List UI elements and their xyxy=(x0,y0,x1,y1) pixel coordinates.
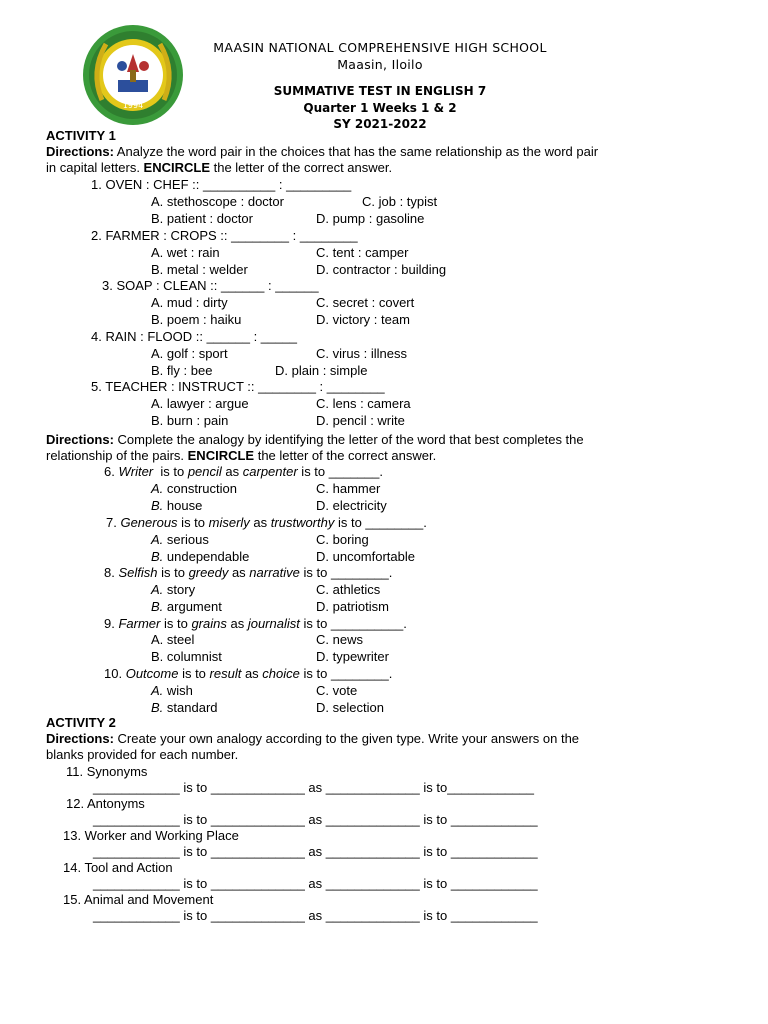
choice-10c[interactable]: C. vote xyxy=(316,683,358,698)
school-location: Maasin, Iloilo xyxy=(337,57,423,72)
school-seal-logo xyxy=(80,22,186,128)
choice-3c[interactable]: C. secret : covert xyxy=(316,295,415,310)
question-10: 10. Outcome is to result as choice is to ________. xyxy=(104,666,393,681)
choice-6c[interactable]: C. hammer xyxy=(316,481,381,496)
choice-2b[interactable]: B. metal : welder xyxy=(151,262,248,277)
logo-year-text: 1994 xyxy=(122,101,144,110)
choice-9d[interactable]: D. typewriter xyxy=(316,649,389,664)
school-year: SY 2021-2022 xyxy=(333,117,427,131)
choice-3d[interactable]: D. victory : team xyxy=(316,312,410,327)
analogy-type-14: 14. Tool and Action xyxy=(63,860,173,875)
choice-7c[interactable]: C. boring xyxy=(316,532,369,547)
school-name: MAASIN NATIONAL COMPREHENSIVE HIGH SCHOOL xyxy=(213,40,547,55)
choice-1a[interactable]: A. stethoscope : doctor xyxy=(151,194,284,209)
choice-5d[interactable]: D. pencil : write xyxy=(316,413,405,428)
analogy-type-11: 11. Synonyms xyxy=(66,764,148,779)
choice-8b[interactable]: B. argument xyxy=(151,599,222,614)
activity1-directions2-line2: relationship of the pairs. ENCIRCLE the letter of the correct answer. xyxy=(46,448,437,463)
test-title: SUMMATIVE TEST IN ENGLISH 7 xyxy=(273,84,487,98)
choice-6a[interactable]: A. construction xyxy=(151,481,237,496)
question-5: 5. TEACHER : INSTRUCT :: ________ : ________ xyxy=(91,379,385,394)
analogy-blank-line-15[interactable]: ____________ is to _____________ as _____________ is to ____________ xyxy=(93,908,538,923)
choice-5a[interactable]: A. lawyer : argue xyxy=(151,396,249,411)
choice-8a[interactable]: A. story xyxy=(151,582,196,597)
activity2-directions-line2: blanks provided for each number. xyxy=(46,747,239,762)
choice-10d[interactable]: D. selection xyxy=(316,700,384,715)
analogy-blank-line-12[interactable]: ____________ is to _____________ as _____________ is to ____________ xyxy=(93,812,538,827)
choice-5c[interactable]: C. lens : camera xyxy=(316,396,411,411)
directions-label: Directions: xyxy=(46,144,114,159)
activity2-title: ACTIVITY 2 xyxy=(46,715,116,730)
question-4: 4. RAIN : FLOOD :: ______ : _____ xyxy=(91,329,297,344)
activity2-directions-line1: Directions: Create your own analogy according to the given type. Write your answers on the xyxy=(46,731,580,746)
choice-7b[interactable]: B. undependable xyxy=(151,549,250,564)
choice-10a[interactable]: A. wish xyxy=(151,683,193,698)
question-6: 6. Writer is to pencil as carpenter is to _______. xyxy=(104,464,383,479)
analogy-type-15: 15. Animal and Movement xyxy=(63,892,214,907)
choice-4d[interactable]: D. plain : simple xyxy=(275,363,368,378)
choice-4b[interactable]: B. fly : bee xyxy=(151,363,213,378)
directions-emphasis: ENCIRCLE xyxy=(143,160,210,175)
choice-2a[interactable]: A. wet : rain xyxy=(151,245,220,260)
activity1-directions-line1: Directions: Analyze the word pair in the choices that has the same relationship as the word pair xyxy=(46,144,599,159)
choice-9c[interactable]: C. news xyxy=(316,632,363,647)
choice-7d[interactable]: D. uncomfortable xyxy=(316,549,415,564)
choice-5b[interactable]: B. burn : pain xyxy=(151,413,229,428)
choice-6b[interactable]: B. house xyxy=(151,498,203,513)
activity1-title: ACTIVITY 1 xyxy=(46,128,116,143)
analogy-blank-line-14[interactable]: ____________ is to _____________ as _____________ is to ____________ xyxy=(93,876,538,891)
question-2: 2. FARMER : CROPS :: ________ : ________ xyxy=(91,228,358,243)
analogy-type-13: 13. Worker and Working Place xyxy=(63,828,239,843)
analogy-type-12: 12. Antonyms xyxy=(66,796,145,811)
choice-8c[interactable]: C. athletics xyxy=(316,582,381,597)
choice-1b[interactable]: B. patient : doctor xyxy=(151,211,253,226)
choice-4c[interactable]: C. virus : illness xyxy=(316,346,408,361)
choice-2d[interactable]: D. contractor : building xyxy=(316,262,447,277)
analogy-blank-line-13[interactable]: ____________ is to _____________ as _____________ is to ____________ xyxy=(93,844,538,859)
question-7: 7. Generous is to miserly as trustworthy is to ________. xyxy=(106,515,427,530)
choice-8d[interactable]: D. patriotism xyxy=(316,599,389,614)
choice-3a[interactable]: A. mud : dirty xyxy=(151,295,228,310)
choice-1d[interactable]: D. pump : gasoline xyxy=(316,211,425,226)
question-8: 8. Selfish is to greedy as narrative is to ________. xyxy=(104,565,393,580)
question-9: 9. Farmer is to grains as journalist is to __________. xyxy=(104,616,407,631)
choice-1c[interactable]: C. job : typist xyxy=(362,194,438,209)
activity1-directions-line2: in capital letters. ENCIRCLE the letter of the correct answer. xyxy=(46,160,393,175)
choice-4a[interactable]: A. golf : sport xyxy=(151,346,228,361)
question-1: 1. OVEN : CHEF :: __________ : _________ xyxy=(91,177,352,192)
choice-7a[interactable]: A. serious xyxy=(151,532,209,547)
choice-9a[interactable]: A. steel xyxy=(151,632,195,647)
activity1-directions2-line1: Directions: Complete the analogy by identifying the letter of the word that best completes the xyxy=(46,432,584,447)
choice-9b[interactable]: B. columnist xyxy=(151,649,222,664)
analogy-blank-line-11[interactable]: ____________ is to _____________ as _____________ is to____________ xyxy=(93,780,534,795)
question-3: 3. SOAP : CLEAN :: ______ : ______ xyxy=(102,278,319,293)
choice-2c[interactable]: C. tent : camper xyxy=(316,245,409,260)
choice-10b[interactable]: B. standard xyxy=(151,700,218,715)
test-quarter: Quarter 1 Weeks 1 & 2 xyxy=(303,101,457,115)
choice-3b[interactable]: B. poem : haiku xyxy=(151,312,242,327)
choice-6d[interactable]: D. electricity xyxy=(316,498,387,513)
